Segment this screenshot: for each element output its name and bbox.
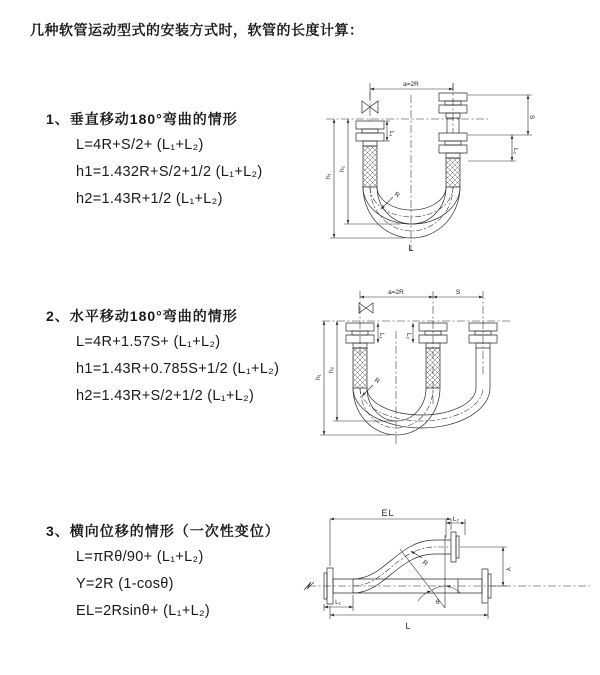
- dim-label-stroke: S: [455, 289, 461, 296]
- dim-fitting1: [378, 323, 385, 343]
- section-2-formula-L: L=4R+1.57S+ (L₁+L₂): [76, 334, 221, 350]
- dim-label-radius: R: [420, 559, 429, 568]
- dim-label-length: L: [405, 621, 411, 631]
- section-3-heading: 3、横向位移的情形（一次性变位）: [46, 523, 280, 539]
- dim-label-fitting2: L₂: [512, 148, 519, 155]
- dim-label-fitting1: L₁: [335, 599, 341, 606]
- leader-radius: [411, 551, 429, 568]
- section-3-formula-L: L=πRθ/90+ (L₁+L₂): [76, 549, 204, 565]
- dim-label-span: a=2R: [388, 289, 404, 296]
- braided-hose-right: [446, 158, 460, 187]
- leader-radius: [381, 191, 401, 209]
- section-2-formula-h1: h1=1.43R+0.785S+1/2 (L₁+L₂): [76, 361, 280, 377]
- dim-span: [360, 289, 433, 297]
- dim-offset: [460, 547, 511, 586]
- dim-effective-length: [330, 508, 451, 566]
- hose-arcs: [353, 388, 490, 435]
- diagram-3-lateral-displacement: [300, 505, 600, 647]
- dim-label-span: a=2R: [403, 81, 419, 88]
- dim-label-effective-length: EL: [381, 508, 395, 518]
- section-3-formula-Y: Y=2R (1-cosθ): [76, 576, 174, 592]
- dim-label-radius: R: [372, 376, 381, 386]
- dim-length: [330, 604, 488, 631]
- dim-label-fitting2: L₂: [405, 333, 412, 340]
- dim-stroke: [468, 95, 535, 135]
- dim-fitting2: [468, 135, 519, 161]
- section-3-formula-EL: EL=2Rsinθ+ (L₁+L₂): [76, 603, 211, 619]
- dim-label-radius: R: [392, 190, 401, 200]
- dim-stroke: [433, 289, 483, 297]
- hose-displaced-position: [353, 540, 451, 593]
- section-1-formula-h2: h2=1.43R+1/2 (L₁+L₂): [76, 191, 223, 207]
- diagram-2-horizontal-bend: [310, 285, 600, 453]
- page-title: 几种软管运动型式的安装方式时，软管的长度计算：: [30, 22, 364, 38]
- dim-label-height2: h₂: [328, 366, 335, 373]
- dim-label-length: L: [408, 243, 414, 253]
- braided-hose-left: [363, 146, 377, 187]
- braided-hose-left: [353, 348, 367, 388]
- dim-label-fitting1: L₁: [378, 333, 385, 339]
- section-1-formula-h1: h1=1.432R+S/2+1/2 (L₁+L₂): [76, 164, 263, 180]
- braided-hose-middle: [426, 348, 440, 388]
- dim-label-height1: h₁: [325, 173, 332, 179]
- dim-label-fitting2: L₂: [452, 516, 460, 523]
- dim-label-fitting1: L₁: [388, 131, 395, 137]
- dim-label-angle: θ: [436, 599, 440, 606]
- dim-label-offset: Y: [504, 567, 511, 572]
- valve-icon: [359, 303, 373, 313]
- dim-fitting2: [405, 323, 413, 343]
- flange-upper-right: [451, 532, 459, 562]
- section-2-heading: 2、水平移动180°弯曲的情形: [46, 308, 238, 324]
- dim-label-stroke: S: [528, 115, 535, 120]
- section-1-formula-L: L=4R+S/2+ (L₁+L₂): [76, 137, 204, 153]
- hose-arcs: [363, 187, 460, 238]
- dim-span: [370, 81, 453, 99]
- dim-label-height1: h₁: [315, 374, 322, 380]
- dim-fitting1: [384, 121, 395, 141]
- fitting-right-lower: [439, 133, 467, 158]
- section-2-formula-h2: h2=1.43R+S/2+1/2 (L₁+L₂): [76, 388, 255, 404]
- diagram-1-vertical-bend: [310, 75, 600, 255]
- dim-fitting1: [324, 595, 353, 611]
- fitting-left: [356, 121, 384, 146]
- dim-label-height2: h₂: [339, 165, 346, 172]
- section-1-heading: 1、垂直移动180°弯曲的情形: [46, 111, 238, 127]
